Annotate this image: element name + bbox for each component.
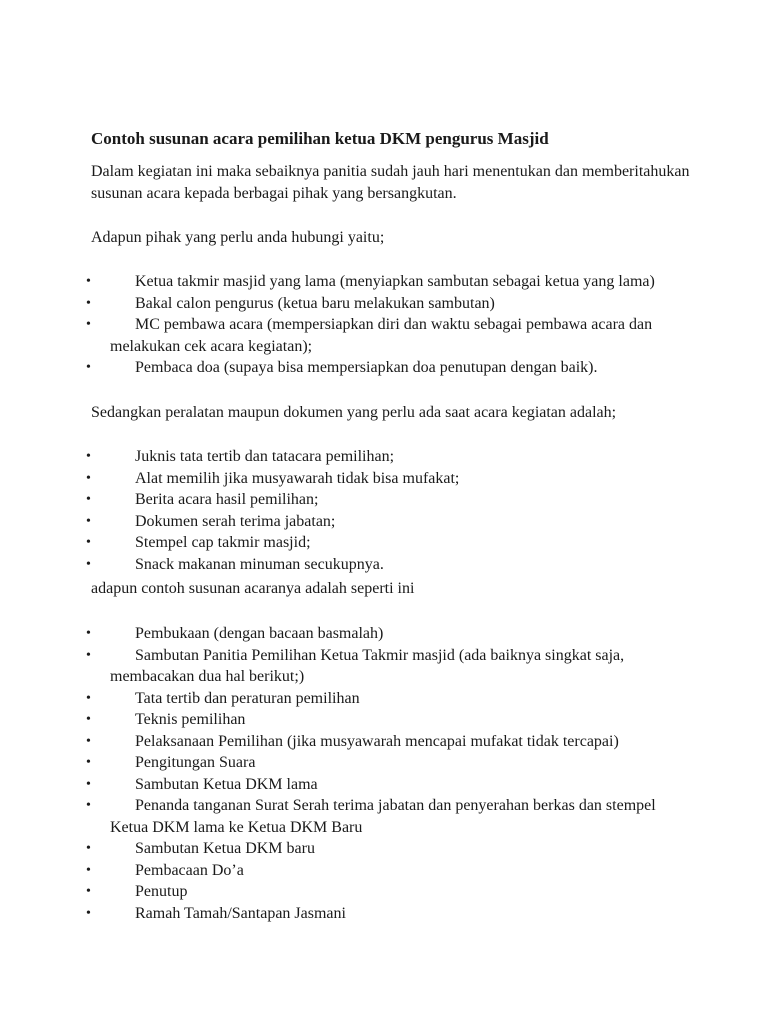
list-item: • Penanda tanganan Surat Serah terima jabatan dan penyerahan berkas dan stempel Ketua DKM lama ke Ketua DKM Baru [86,797,656,836]
list-item: • Pengitungan Suara [0,752,768,774]
list-item: • Stempel cap takmir masjid; [0,532,768,554]
bullet-icon: • [86,492,91,507]
list-item: • Pelaksanaan Pemilihan (jika musyawarah mencapai mufakat tidak tercapai) [0,731,768,753]
bullet-icon: • [86,295,91,311]
bullet-icon: • [86,626,91,641]
bullet-icon: • [86,513,91,529]
bullet-icon: • [86,470,91,486]
bullet-icon: • [86,905,91,921]
bullet-icon: • [86,884,91,899]
document-title: Contoh susunan acara pemilihan ketua DKM pengurus Masjid [91,129,549,148]
list-item: • Dokumen serah terima jabatan; [0,511,768,533]
bullet-icon: • [86,317,91,332]
bullet-icon: • [86,274,91,289]
list-item: • Ramah Tamah/Santapan Jasmani [0,903,768,925]
list-item: • Berita acara hasil pemilihan; [0,489,768,511]
list-item: • Teknis pemilihan [0,709,768,731]
list-item: • Pembaca doa (supaya bisa mempersiapkan doa penutupan dengan baik). [0,357,768,379]
list-item: • Alat memilih jika musyawarah tidak bisa mufakat; [0,468,768,490]
bullet-icon: • [86,798,91,813]
bullet-icon: • [86,862,91,878]
equipment-list [0,446,768,575]
list-item: • Sambutan Ketua DKM lama [0,774,768,796]
contacts-list [0,271,768,379]
bullet-icon: • [86,360,91,375]
list-item: • Ketua takmir masjid yang lama (menyiapkan sambutan sebagai ketua yang lama) [0,271,768,293]
list-item: • Sambutan Panitia Pemilihan Ketua Takmir masjid (ada baiknya singkat saja, membacakan dua hal berikut;) [86,646,625,685]
bullet-icon: • [86,690,91,706]
intro-paragraph: Dalam kegiatan ini maka sebaiknya panitia sudah jauh hari menentukan dan memberitahukan susunan acara kepada berbagai pihak yang bersangkutan. [91,163,690,202]
list-item: • Sambutan Ketua DKM baru [0,838,768,860]
bullet-icon: • [86,755,91,770]
list-item: • Pembukaan (dengan bacaan basmalah) [0,623,768,645]
agenda-list [0,623,768,924]
bullet-icon: • [86,841,91,856]
list-item: • Pembacaan Do’a [0,860,768,882]
list-item: • Juknis tata tertib dan tatacara pemilihan; [0,446,768,468]
bullet-icon: • [86,556,91,572]
list-item: • MC pembawa acara (mempersiapkan diri dan waktu sebagai pembawa acara dan melakukan cek acara kegiatan); [86,316,653,355]
bullet-icon: • [86,535,91,550]
agenda-heading: adapun contoh susunan acaranya adalah seperti ini [91,580,415,597]
equipment-heading: Sedangkan peralatan maupun dokumen yang perlu ada saat acara kegiatan adalah; [91,404,617,421]
list-item: • Snack makanan minuman secukupnya. [0,554,768,576]
bullet-icon: • [86,733,91,749]
list-item: • Tata tertib dan peraturan pemilihan [0,688,768,710]
bullet-icon: • [86,647,91,663]
bullet-icon: • [86,449,91,464]
contacts-heading: Adapun pihak yang perlu anda hubungi yaitu; [91,229,385,246]
list-item: • Penutup [0,881,768,903]
bullet-icon: • [86,712,91,727]
list-item: • Bakal calon pengurus (ketua baru melakukan sambutan) [0,293,768,315]
bullet-icon: • [86,776,91,792]
